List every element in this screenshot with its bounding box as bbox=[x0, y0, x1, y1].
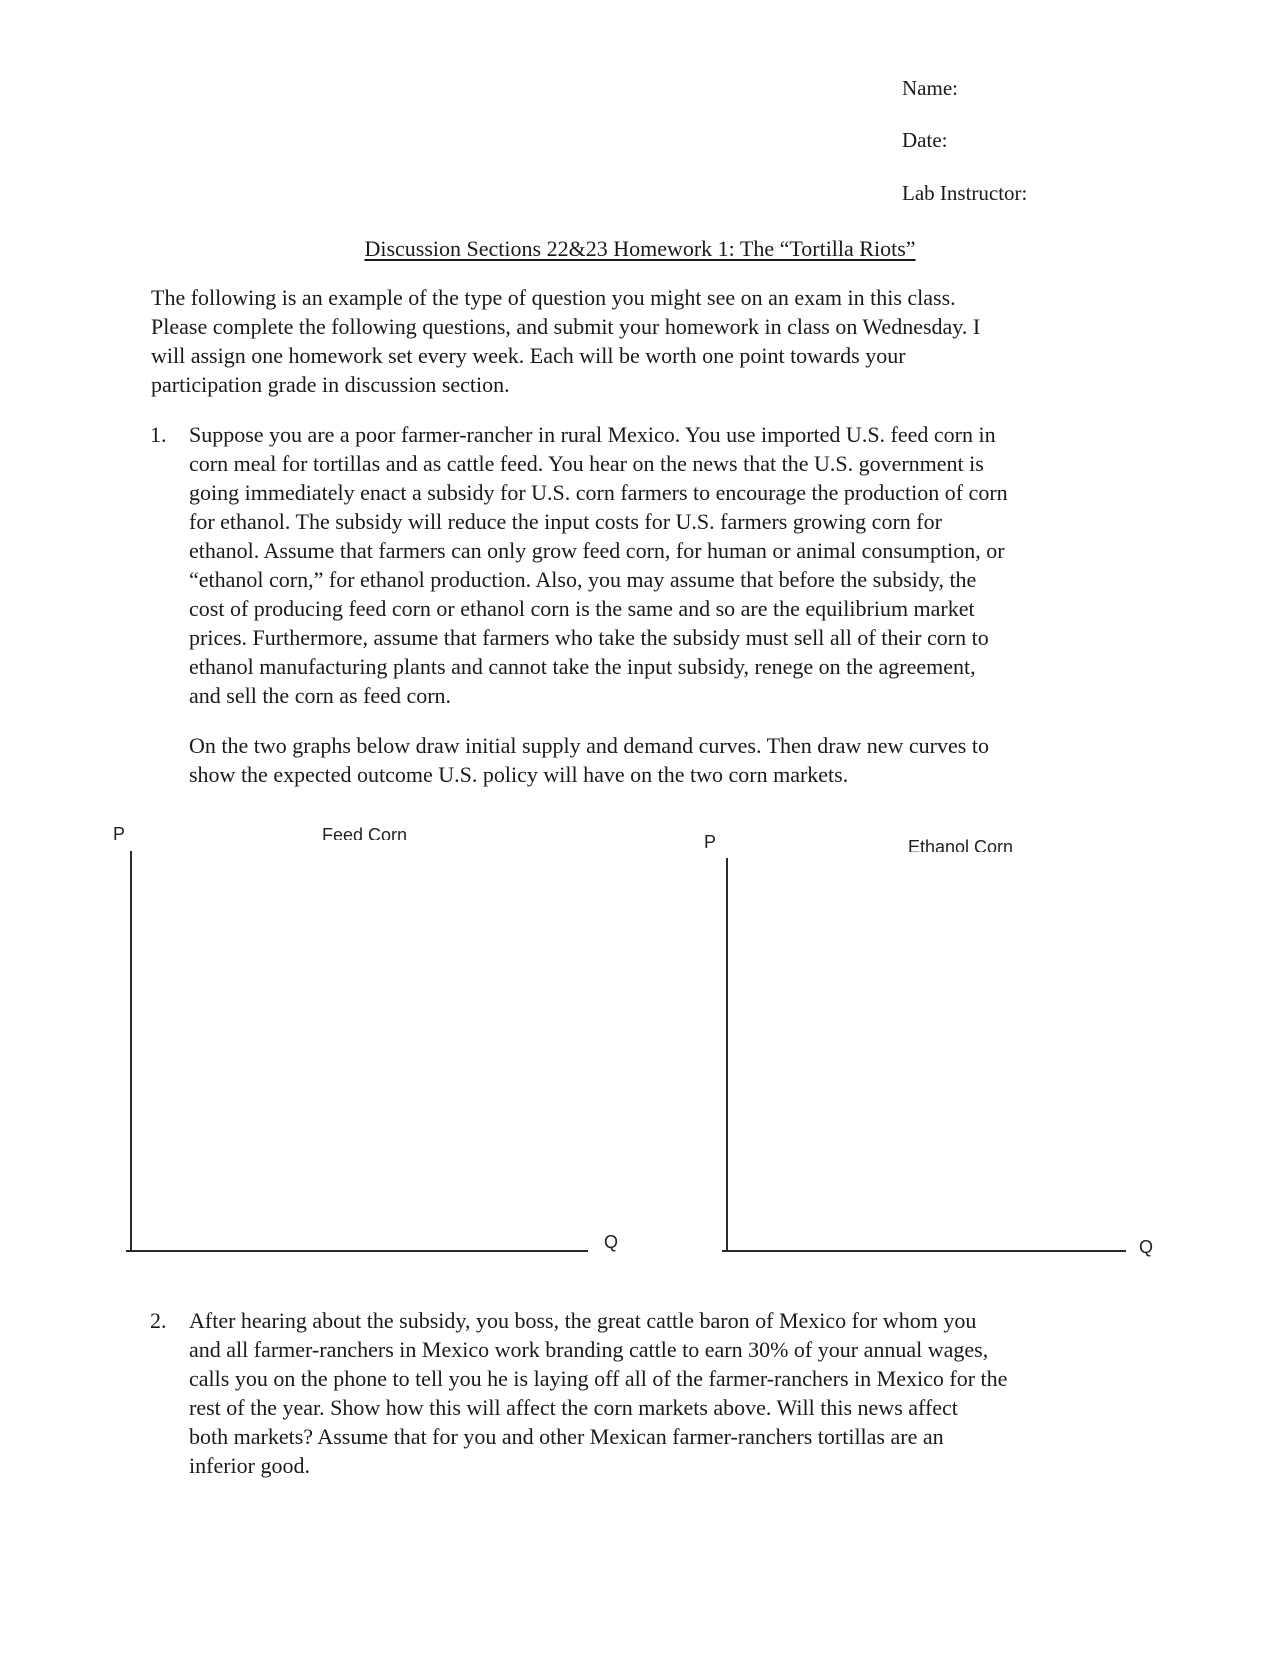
ethanol-corn-x-axis-label: Q bbox=[1139, 1237, 1154, 1257]
feed-corn-y-axis bbox=[130, 851, 132, 1252]
question-2-text bbox=[189, 1306, 1007, 1480]
page-title-text: Discussion Sections 22&23 Homework 1: The “Tortilla Riots” bbox=[364, 236, 916, 261]
question-1-line: ethanol manufacturing plants and cannot take the input subsidy, renege on the agreement, bbox=[189, 654, 976, 679]
ethanol-corn-y-axis-label: P bbox=[704, 832, 717, 852]
intro-line: participation grade in discussion section. bbox=[151, 372, 510, 397]
intro-paragraph bbox=[151, 283, 980, 399]
question-2-line: both markets? Assume that for you and other Mexican farmer-ranchers tortillas are an bbox=[189, 1424, 944, 1449]
feed-corn-title: Feed Corn bbox=[322, 825, 408, 840]
question-1-line: and sell the corn as feed corn. bbox=[189, 683, 452, 708]
question-2-line: inferior good. bbox=[189, 1453, 310, 1478]
question-1-line: for ethanol. The subsidy will reduce the input costs for U.S. farmers growing corn for bbox=[189, 509, 942, 534]
feed-corn-x-axis-label: Q bbox=[604, 1232, 619, 1252]
question-2-line: calls you on the phone to tell you he is laying off all of the farmer-ranchers in Mexico for the bbox=[189, 1366, 1008, 1391]
ethanol-corn-title: Ethanol Corn bbox=[908, 837, 1014, 852]
question-2-line: and all farmer-ranchers in Mexico work branding cattle to earn 30% of your annual wages, bbox=[189, 1337, 989, 1362]
intro-line: will assign one homework set every week. Each will be worth one point towards your bbox=[151, 343, 906, 368]
question-1-line: going immediately enact a subsidy for U.S. corn farmers to encourage the production of corn bbox=[189, 480, 1008, 505]
question-1-number: 1. bbox=[150, 422, 167, 447]
question-1-text bbox=[189, 420, 1008, 710]
question-1-line: corn meal for tortillas and as cattle feed. You hear on the news that the U.S. government is bbox=[189, 451, 984, 476]
date-field-label: Date: bbox=[902, 128, 948, 152]
instruction-line: On the two graphs below draw initial supply and demand curves. Then draw new curves to bbox=[189, 733, 989, 758]
feed-corn-x-axis bbox=[126, 1250, 588, 1252]
feed-corn-y-axis-label: P bbox=[113, 824, 126, 844]
page-title bbox=[0, 236, 1280, 262]
question-2-line: After hearing about the subsidy, you boss, the great cattle baron of Mexico for whom you bbox=[189, 1308, 977, 1333]
question-2-line: rest of the year. Show how this will affect the corn markets above. Will this news affect bbox=[189, 1395, 958, 1420]
ethanol-corn-x-axis bbox=[722, 1250, 1126, 1252]
question-2-number: 2. bbox=[150, 1308, 167, 1333]
intro-line: Please complete the following questions, and submit your homework in class on Wednesday. I bbox=[151, 314, 981, 339]
question-1-line: Suppose you are a poor farmer-rancher in rural Mexico. You use imported U.S. feed corn in bbox=[189, 422, 996, 447]
intro-line: The following is an example of the type of question you might see on an exam in this class. bbox=[151, 285, 956, 310]
question-1-line: “ethanol corn,” for ethanol production. Also, you may assume that before the subsidy, the bbox=[189, 567, 977, 592]
ethanol-corn-y-axis bbox=[726, 858, 728, 1252]
question-1-line: prices. Furthermore, assume that farmers who take the subsidy must sell all of their corn to bbox=[189, 625, 989, 650]
question-1-line: cost of producing feed corn or ethanol corn is the same and so are the equilibrium market bbox=[189, 596, 975, 621]
question-1-line: ethanol. Assume that farmers can only grow feed corn, for human or animal consumption, or bbox=[189, 538, 1005, 563]
question-1-instruction bbox=[189, 731, 989, 789]
instruction-line: show the expected outcome U.S. policy will have on the two corn markets. bbox=[189, 762, 849, 787]
name-field-label: Name: bbox=[902, 76, 958, 100]
lab-instructor-field-label: Lab Instructor: bbox=[902, 181, 1028, 205]
